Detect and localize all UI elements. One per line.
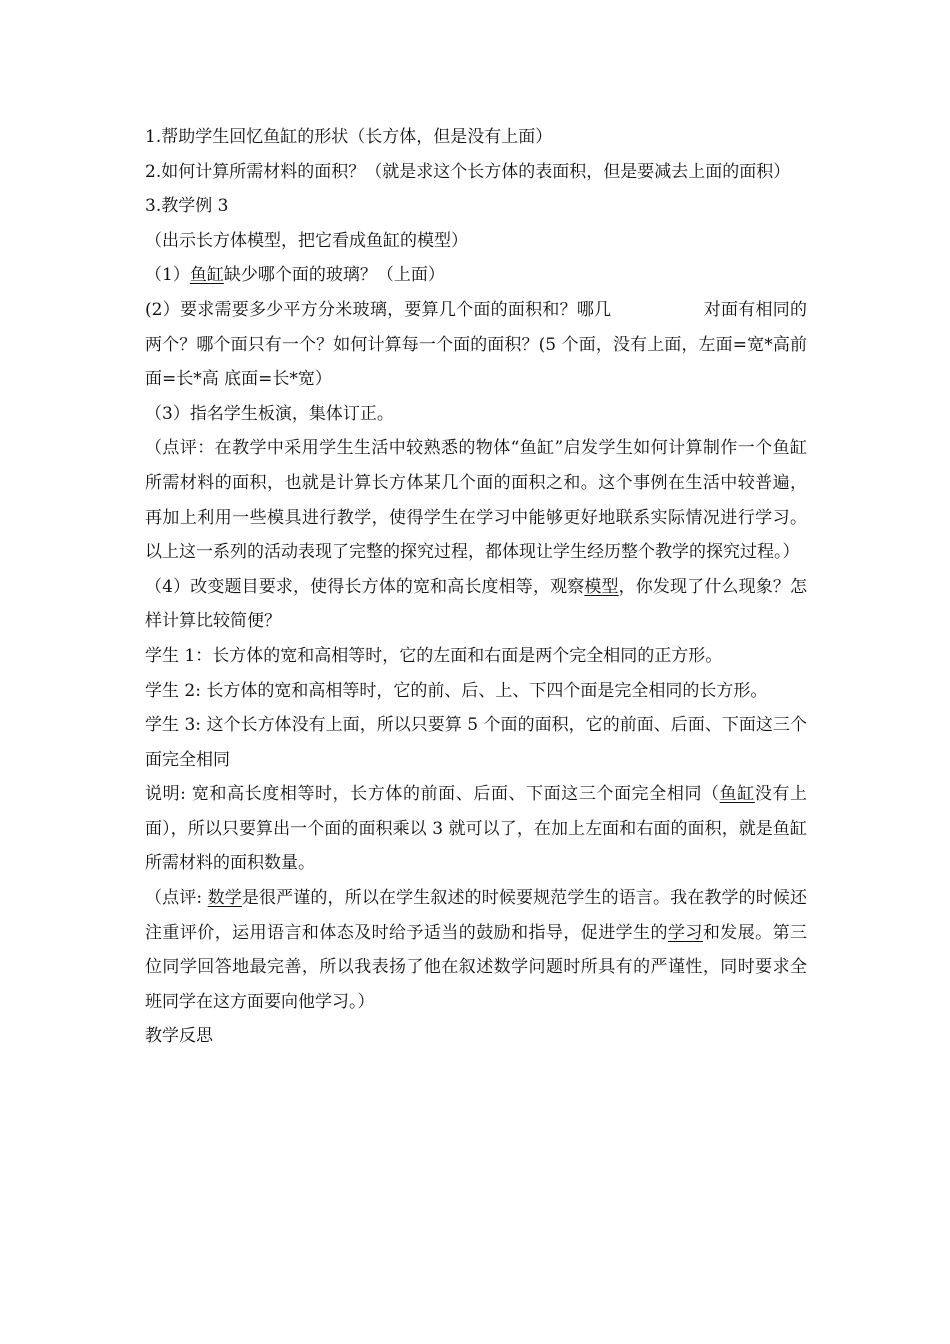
question-2-text-a: (2）要求需要多少平方分米玻璃，要算几个面的面积和？哪几 [145,299,612,320]
paragraph-student-2: 学生 2: 长方体的宽和高相等时，它的前、后、上、下四个面是完全相同的长方形。 [145,680,768,701]
paragraph-step-1: 1.帮助学生回忆鱼缸的形状（长方体，但是没有上面） [145,127,553,147]
comment-2-text-b: 是很严谨的，所以在学生叙述的时候要规范学生的语言。我在教学的时候还注重评价，运用语言和体态及时给予适当的鼓励和指导，促进学生的 [145,888,808,943]
paragraph-question-1 [145,258,807,293]
paragraph-explanation [145,777,807,881]
link-fish-tank-1[interactable]: 鱼缸 [189,265,224,286]
question-2-text-b: 对面有相同的两个？哪个面只有一个？如何计算每一个面的面积？(5 个面，没有上面，左面=宽*高前面=长*高 底面=长*宽） [145,299,808,390]
explanation-text-a: 说明: 宽和高长度相等时，长方体的前面、后面、下面这三个面完全相同（ [145,784,720,805]
question-1-text: 缺少哪个面的玻璃？（上面） [223,265,445,286]
paragraph-step-2: 2.如何计算所需材料的面积？（就是求这个长方体的表面积，但是要减去上面的面积） [145,161,791,182]
link-model[interactable]: 模型 [584,576,619,597]
paragraph-student-1: 学生 1：长方体的宽和高相等时，它的左面和右面是两个完全相同的正方形。 [145,645,723,666]
paragraph-question-2 [145,293,807,397]
paragraph-student-3: 学生 3: 这个长方体没有上面，所以只要算 5 个面的面积，它的前面、后面、下面这三个面完全相同 [145,715,807,770]
comment-2-text-a: （点评: [145,888,208,909]
paragraph-show-model: （出示长方体模型，把它看成鱼缸的模型） [145,230,468,251]
paragraph-comment-2 [145,881,807,1019]
link-learning[interactable]: 学习 [667,922,703,943]
question-1-number: （1） [145,265,190,286]
document-body [145,120,807,1054]
question-4-text-b: ，你发现了什么现象？怎样计算比较简便？ [145,576,808,632]
link-math[interactable]: 数学 [207,888,242,909]
paragraph-comment-1: （点评：在教学中采用学生生活中较熟悉的物体“鱼缸”启发学生如何计算制作一个鱼缸所需材料的面积，也就是计算长方体某几个面的面积之和。这个事例在生活中较普遍，再加上利用一些模具进行教学，使得学生在学习中能够更好地联系实际情况进行学习。以上这一系列的活动表现了完整的探究过程，都体现让学生经历整个教学的探究过程。） [145,438,807,563]
comment-2-text-c: 和发展。第三位同学回答地最完善，所以我表扬了他在叙述数学问题时所具有的严谨性，同时要求全班同学在这方面要向他学习。） [145,922,808,1012]
heading-teaching-reflection: 教学反思 [145,1026,213,1047]
explanation-text-b: 没有上面），所以只要算出一个面的面积乘以 3 就可以了，在加上左面和右面的面积，就是鱼缸所需材料的面积数量。 [145,784,808,874]
link-fish-tank-2[interactable]: 鱼缸 [719,784,755,805]
paragraph-question-3: （3）指名学生板演，集体订正。 [145,403,394,424]
paragraph-step-3: 3.教学例 3 [145,196,229,217]
question-4-text-a: （4）改变题目要求，使得长方体的宽和高长度相等，观察 [145,576,585,597]
paragraph-question-4 [145,570,807,639]
